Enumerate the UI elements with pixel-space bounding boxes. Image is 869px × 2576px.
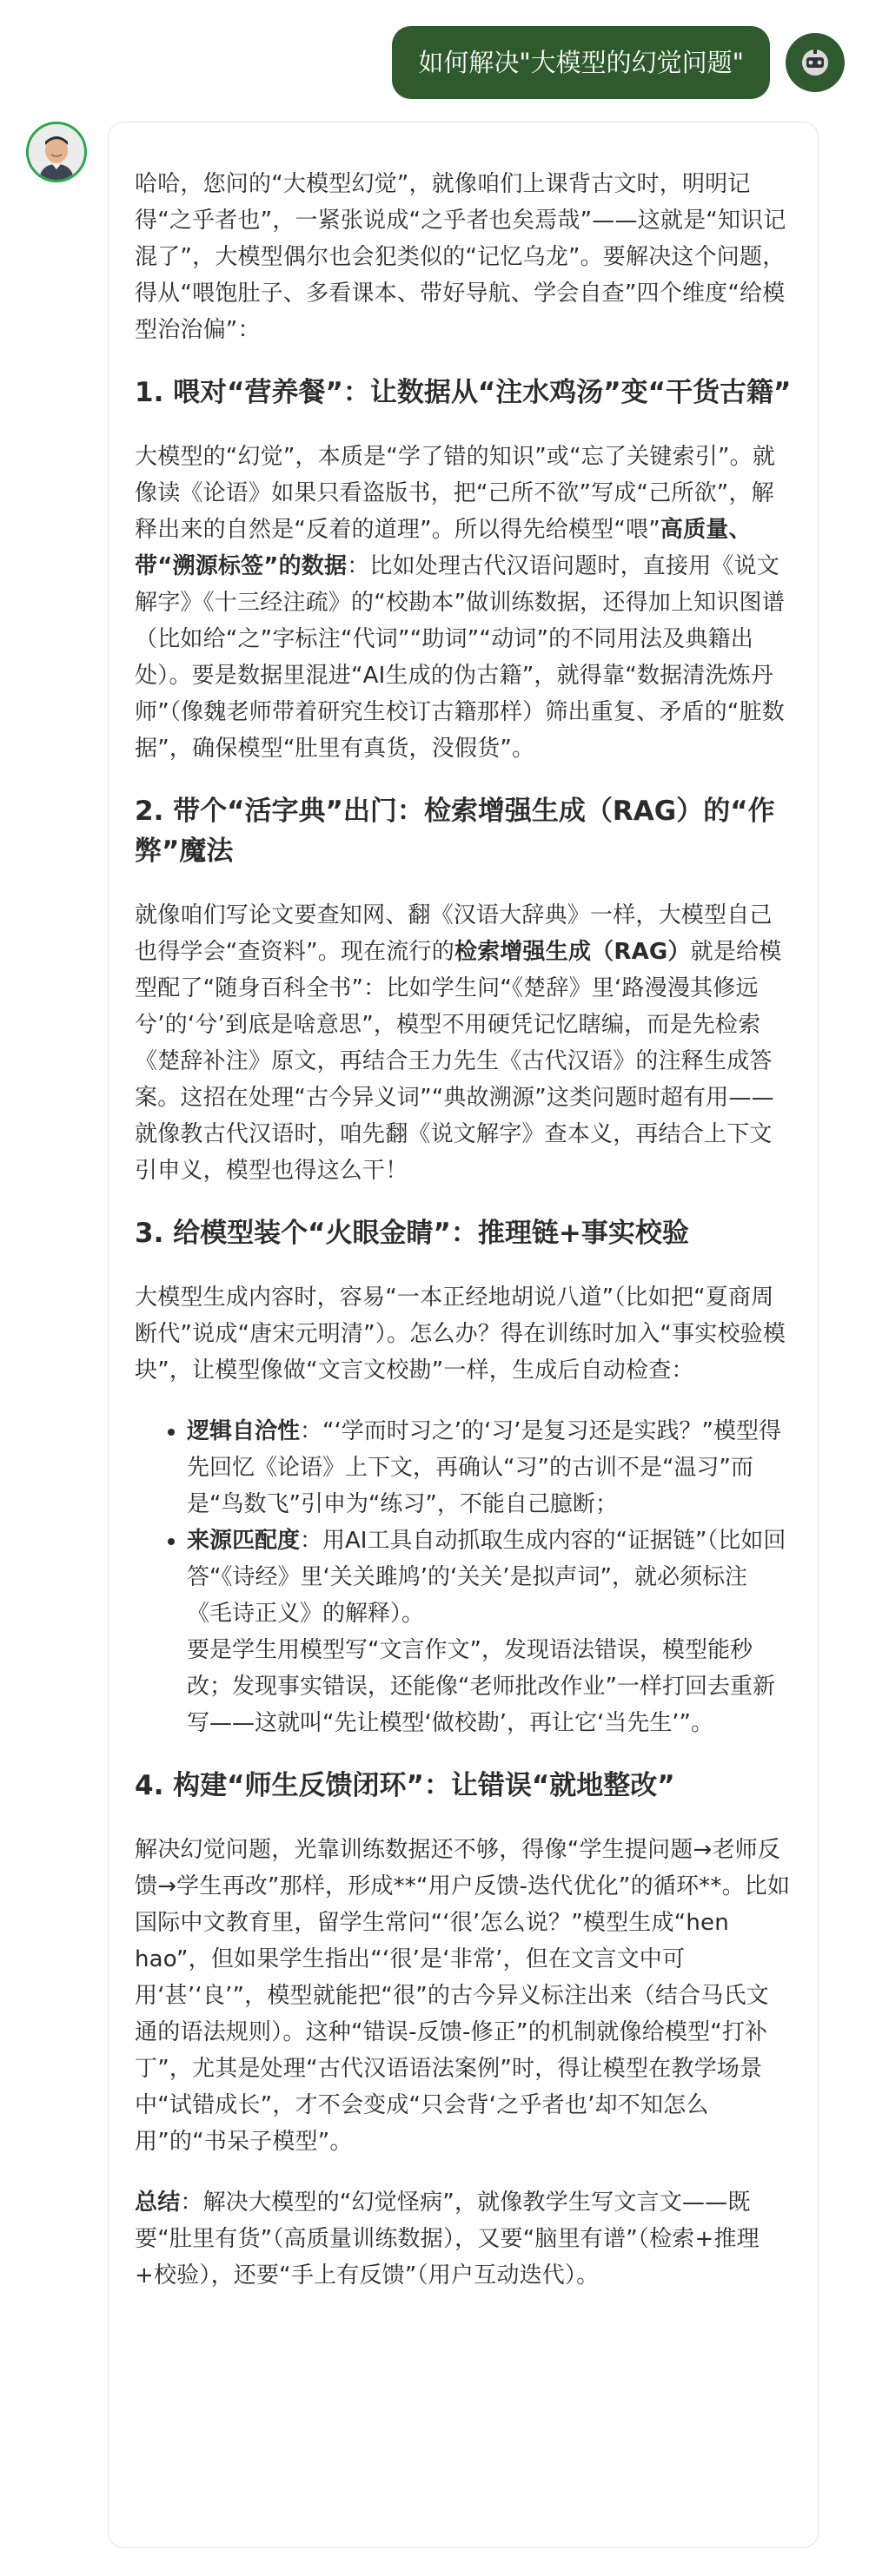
section-2-bold: 检索增强生成（RAG） <box>454 939 691 965</box>
section-3-paragraph: 大模型生成内容时，容易“一本正经地胡说八道”（比如把“夏商周断代”说成“唐宋元明清”）。怎么办？得在训练时加入“事实校验模块”，让模型像做“文言文校勘”一样，生成后自动检查： <box>135 1285 786 1384</box>
user-message-bubble[interactable]: 如何解决"大模型的幻觉问题" <box>392 26 770 99</box>
summary-paragraph <box>135 2184 792 2294</box>
section-1-bold: 高质量、带“溯源标签”的数据 <box>135 517 752 579</box>
section-2-heading: 2. 带个“活字典”出门：检索增强生成（RAG）的“作弊”魔法 <box>135 796 775 867</box>
intro-paragraph: 哈哈，您问的“大模型幻觉”，就像咱们上课背古文时，明明记得“之乎者也”，一紧张说成“之乎者也矣焉哉”——这就是“知识记混了”，大模型偶尔也会犯类似的“记忆乌龙”。要解决这个问题，得从“喂饱肚子、多看课本、带好导航、学会自查”四个维度“给模型治治偏”： <box>135 171 786 343</box>
section-4-heading: 4. 构建“师生反馈闭环”：让错误“就地整改” <box>135 1770 675 1801</box>
section-2-text-a: 就像咱们写论文要查知网、翻《汉语大辞典》一样，大模型自己也得学会“查资料”。现在流行的 <box>135 902 773 965</box>
section-1-text-b: ：比如处理古代汉语问题时，直接用《说文解字》《十三经注疏》的“校勘本”做训练数据，还得加上知识图谱（比如给“之”字标注“代词”“助词”“动词”的不同用法及典籍出处）。要是数据里混进“AI生成的伪古籍”，就得靠“数据清洗炼丹师”（像魏老师带着研究生校订古籍那样）筛出重复、矛盾的“脏数据”，确保模型“肚里有真货，没假货”。 <box>135 553 785 762</box>
bullet-1-text: ：“‘学而时习之’的‘习’是复习还是实践？”模型得先回忆《论语》上下文，再确认“习”的古训不是“温习”而是“鸟数飞”引申为“练习”，不能自己臆断； <box>187 1418 782 1517</box>
assistant-avatar[interactable] <box>26 122 87 182</box>
section-1-text-a: 大模型的“幻觉”，本质是“学了错的知识”或“忘了关键索引”。就像读《论语》如果只看盗版书，把“己所不欲”写成“己所欲”，解释出来的自然是“反着的道理”。所以得先给模型“喂” <box>135 444 776 543</box>
section-2-text-b: 就是给模型配了“随身百科全书”：比如学生问“《楚辞》里‘路漫漫其修远兮’的‘兮’到底是啥意思”，模型不用硬凭记忆瞎编，而是先检索《楚辞补注》原文，再结合王力先生《古代汉语》的注释生成答案。这招在处理“古今异义词”“典故溯源”这类问题时超有用——就像教古代汉语时，咱先翻《说文解字》查本义，再结合上下文引申义，模型也得这么干！ <box>135 939 782 1184</box>
section-3-heading: 3. 给模型装个“火眼金睛”：推理链+事实校验 <box>135 1218 689 1249</box>
summary-text: ：解决大模型的“幻觉怪病”，就像教学生写文言文——既要“肚里有货”（高质量训练数据），又要“脑里有谱”（检索+推理+校验），还要“手上有反馈”（用户互动迭代）。 <box>135 2190 760 2289</box>
person-photo-avatar <box>29 124 84 180</box>
summary-label: 总结 <box>135 2190 181 2216</box>
user-avatar[interactable] <box>786 33 845 92</box>
bullet-2-label: 来源匹配度 <box>187 1528 301 1554</box>
bullet-2-extra: 要是学生用模型写“文言作文”，发现语法错误，模型能秒改；发现事实错误，还能像“老师批改作业”一样打回去重新写——这就叫“先让模型‘做校勘’，再让它‘当先生’”。 <box>187 1637 775 1736</box>
section-2-paragraph <box>135 897 792 1189</box>
robot-head-icon <box>798 45 833 80</box>
list-item <box>187 1522 792 1741</box>
bullet-1-label: 逻辑自洽性 <box>187 1418 301 1444</box>
list-item <box>187 1413 792 1522</box>
section-3-list <box>135 1413 792 1741</box>
section-1-heading: 1. 喂对“营养餐”：让数据从“注水鸡汤”变“干货古籍” <box>135 377 792 408</box>
section-4-paragraph: 解决幻觉问题，光靠训练数据还不够，得像“学生提问题→老师反馈→学生再改”那样，形成**“用户反馈-迭代优化”的循环**。比如国际中文教育里，留学生常问“‘很’怎么说？”模型生成“hen hao”，但如果学生指出“‘很’是‘非常’，但在文言文中可用‘甚’‘良’”，模型就能把“很”的古今异义标注出来（结合马氏文通的语法规则）。这种“错误-反馈-修正”的机制就像给模型“打补丁”，尤其是处理“古代汉语语法案例”时，得让模型在教学场景中“试错成长”，才不会变成“只会背‘之乎者也’却不知怎么用”的“书呆子模型”。 <box>135 1837 791 2155</box>
section-1-paragraph <box>135 439 792 767</box>
assistant-answer-card <box>108 122 819 2548</box>
user-message-row <box>392 26 845 99</box>
bullet-2-text: ：用AI工具自动抓取生成内容的“证据链”（比如回答“《诗经》里‘关关雎鸠’的‘关关’是拟声词”，就必须标注《毛诗正义》的解释）。 <box>187 1528 786 1627</box>
